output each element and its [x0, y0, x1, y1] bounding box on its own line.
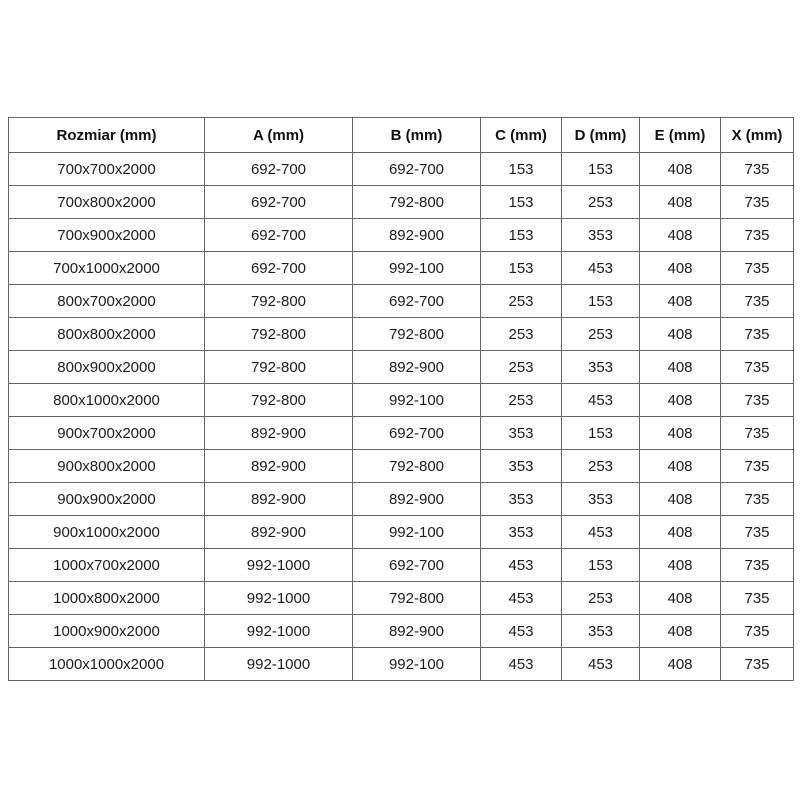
table-cell-c: 253: [481, 384, 562, 417]
table-row: [9, 549, 794, 582]
table-cell-x: 735: [721, 384, 794, 417]
table-cell-a: 692-700: [205, 153, 353, 186]
table-cell-d: 353: [562, 615, 640, 648]
table-cell-a: 792-800: [205, 285, 353, 318]
table-cell-c: 453: [481, 549, 562, 582]
table-cell-c: 453: [481, 582, 562, 615]
table-cell-x: 735: [721, 351, 794, 384]
table-cell-x: 735: [721, 252, 794, 285]
table-cell-b: 992-100: [353, 648, 481, 681]
table-cell-rozmiar: 800x700x2000: [9, 285, 205, 318]
table-cell-c: 153: [481, 153, 562, 186]
table-cell-a: 992-1000: [205, 549, 353, 582]
table-cell-b: 892-900: [353, 219, 481, 252]
table-cell-x: 735: [721, 483, 794, 516]
table-cell-x: 735: [721, 516, 794, 549]
table-cell-rozmiar: 1000x1000x2000: [9, 648, 205, 681]
column-header-d: D (mm): [562, 118, 640, 153]
table-cell-rozmiar: 1000x800x2000: [9, 582, 205, 615]
column-header-e: E (mm): [640, 118, 721, 153]
table-cell-x: 735: [721, 285, 794, 318]
table-cell-c: 353: [481, 516, 562, 549]
table-cell-d: 153: [562, 417, 640, 450]
column-header-c: C (mm): [481, 118, 562, 153]
table-cell-d: 153: [562, 549, 640, 582]
table-cell-c: 253: [481, 318, 562, 351]
table-cell-e: 408: [640, 582, 721, 615]
table-cell-a: 692-700: [205, 186, 353, 219]
table-cell-b: 992-100: [353, 384, 481, 417]
table-row: [9, 186, 794, 219]
table-cell-a: 892-900: [205, 483, 353, 516]
table-cell-b: 792-800: [353, 450, 481, 483]
column-header-b: B (mm): [353, 118, 481, 153]
table-cell-d: 453: [562, 384, 640, 417]
table-cell-e: 408: [640, 351, 721, 384]
table-cell-rozmiar: 700x1000x2000: [9, 252, 205, 285]
table-row: [9, 450, 794, 483]
table-cell-x: 735: [721, 417, 794, 450]
table-cell-rozmiar: 1000x700x2000: [9, 549, 205, 582]
table-row: [9, 582, 794, 615]
table-cell-d: 353: [562, 483, 640, 516]
table-cell-a: 792-800: [205, 318, 353, 351]
table-cell-d: 253: [562, 582, 640, 615]
table-cell-c: 153: [481, 219, 562, 252]
table-cell-b: 892-900: [353, 615, 481, 648]
table-cell-b: 792-800: [353, 582, 481, 615]
table-cell-c: 353: [481, 483, 562, 516]
table-cell-x: 735: [721, 549, 794, 582]
table-cell-rozmiar: 800x1000x2000: [9, 384, 205, 417]
table-cell-x: 735: [721, 615, 794, 648]
table-cell-d: 253: [562, 186, 640, 219]
table-cell-c: 153: [481, 186, 562, 219]
table-cell-c: 453: [481, 648, 562, 681]
table-cell-b: 692-700: [353, 153, 481, 186]
table-row: [9, 219, 794, 252]
table-cell-d: 453: [562, 648, 640, 681]
table-cell-c: 353: [481, 450, 562, 483]
table-cell-x: 735: [721, 648, 794, 681]
table-cell-a: 692-700: [205, 219, 353, 252]
table-row: [9, 516, 794, 549]
table-cell-c: 153: [481, 252, 562, 285]
table-cell-x: 735: [721, 318, 794, 351]
table-row: [9, 615, 794, 648]
table-cell-d: 453: [562, 252, 640, 285]
column-header-a: A (mm): [205, 118, 353, 153]
table-row: [9, 153, 794, 186]
table-cell-c: 353: [481, 417, 562, 450]
table-cell-a: 792-800: [205, 351, 353, 384]
table-cell-x: 735: [721, 186, 794, 219]
table-cell-a: 692-700: [205, 252, 353, 285]
column-header-x: X (mm): [721, 118, 794, 153]
table-cell-e: 408: [640, 549, 721, 582]
table-row: [9, 417, 794, 450]
table-cell-e: 408: [640, 285, 721, 318]
table-cell-rozmiar: 700x800x2000: [9, 186, 205, 219]
table-cell-e: 408: [640, 252, 721, 285]
table-cell-e: 408: [640, 615, 721, 648]
size-spec-table: [8, 117, 794, 681]
table-cell-e: 408: [640, 384, 721, 417]
table-cell-e: 408: [640, 186, 721, 219]
table-cell-d: 153: [562, 285, 640, 318]
table-cell-a: 992-1000: [205, 582, 353, 615]
table-cell-b: 792-800: [353, 318, 481, 351]
table-cell-d: 353: [562, 351, 640, 384]
table-row: [9, 318, 794, 351]
table-cell-d: 253: [562, 318, 640, 351]
table-cell-x: 735: [721, 219, 794, 252]
table-cell-b: 992-100: [353, 516, 481, 549]
table-cell-a: 792-800: [205, 384, 353, 417]
table-cell-c: 253: [481, 351, 562, 384]
table-cell-a: 992-1000: [205, 648, 353, 681]
table-cell-d: 253: [562, 450, 640, 483]
table-cell-b: 992-100: [353, 252, 481, 285]
table-cell-d: 153: [562, 153, 640, 186]
table-cell-e: 408: [640, 318, 721, 351]
table-row: [9, 285, 794, 318]
table-cell-rozmiar: 700x700x2000: [9, 153, 205, 186]
table-cell-x: 735: [721, 450, 794, 483]
table-cell-rozmiar: 1000x900x2000: [9, 615, 205, 648]
table-cell-e: 408: [640, 417, 721, 450]
table-cell-e: 408: [640, 219, 721, 252]
table-cell-rozmiar: 900x700x2000: [9, 417, 205, 450]
column-header-rozmiar: Rozmiar (mm): [9, 118, 205, 153]
table-cell-a: 892-900: [205, 417, 353, 450]
table-cell-b: 692-700: [353, 285, 481, 318]
table-cell-e: 408: [640, 450, 721, 483]
table-cell-a: 892-900: [205, 450, 353, 483]
table-cell-e: 408: [640, 516, 721, 549]
table-cell-rozmiar: 900x1000x2000: [9, 516, 205, 549]
table-cell-a: 892-900: [205, 516, 353, 549]
table-cell-b: 892-900: [353, 351, 481, 384]
table-row: [9, 252, 794, 285]
table-body: [9, 153, 794, 681]
table-cell-d: 353: [562, 219, 640, 252]
table-row: [9, 483, 794, 516]
table-cell-rozmiar: 800x900x2000: [9, 351, 205, 384]
table-cell-rozmiar: 900x900x2000: [9, 483, 205, 516]
table-row: [9, 384, 794, 417]
header-row: [9, 118, 794, 153]
table-cell-rozmiar: 700x900x2000: [9, 219, 205, 252]
table-cell-e: 408: [640, 648, 721, 681]
table-cell-b: 692-700: [353, 417, 481, 450]
table-cell-e: 408: [640, 483, 721, 516]
table-cell-c: 253: [481, 285, 562, 318]
table-row: [9, 648, 794, 681]
table-cell-b: 692-700: [353, 549, 481, 582]
table-cell-b: 792-800: [353, 186, 481, 219]
table-cell-x: 735: [721, 153, 794, 186]
table-cell-rozmiar: 900x800x2000: [9, 450, 205, 483]
table-cell-rozmiar: 800x800x2000: [9, 318, 205, 351]
table-row: [9, 351, 794, 384]
table-cell-c: 453: [481, 615, 562, 648]
table-cell-e: 408: [640, 153, 721, 186]
table-cell-b: 892-900: [353, 483, 481, 516]
table-cell-a: 992-1000: [205, 615, 353, 648]
table-cell-d: 453: [562, 516, 640, 549]
table-cell-x: 735: [721, 582, 794, 615]
